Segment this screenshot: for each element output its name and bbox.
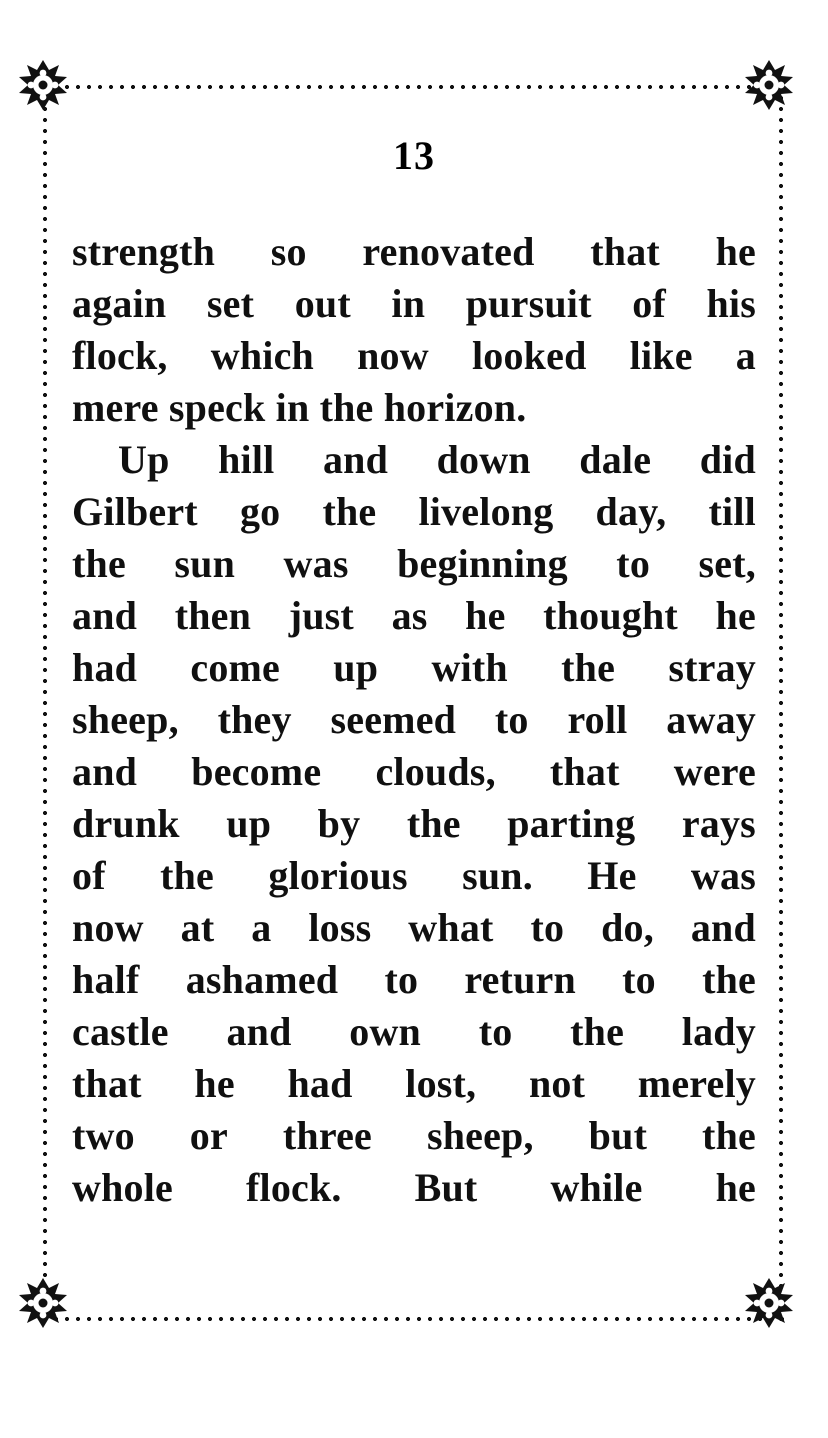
text-word: rays [681,801,756,846]
text-line [72,486,756,538]
border-right-dotted-rule [778,84,784,1322]
text-word: Gilbert [72,489,198,534]
text-word: pursuit [465,281,592,326]
text-word: half [72,957,140,1002]
text-word: drunk [72,801,180,846]
text-word: so [270,229,307,274]
text-word: he [715,593,756,638]
text-line [72,902,756,954]
text-word: was [690,853,756,898]
text-word: up [226,801,272,846]
text-word: were [673,749,756,794]
border-top-dotted-rule [42,84,784,90]
text-word: while [550,1165,643,1210]
text-word: they [217,697,292,742]
text-word: dale [579,437,652,482]
text-word: what [408,905,494,950]
text-word: that [590,229,660,274]
text-line [72,746,756,798]
text-word: parting [507,801,636,846]
text-line [72,590,756,642]
text-word: sun [174,541,236,586]
border-bottom-dotted-rule [42,1316,784,1322]
text-line [72,850,756,902]
text-word: livelong [418,489,554,534]
text-word: and [72,593,138,638]
text-word: he [194,1061,235,1106]
floral-rosette-icon [14,56,72,114]
text-word: and [72,749,138,794]
text-word: had [287,1061,353,1106]
text-word: just [288,593,354,638]
text-word: stray [668,645,756,690]
text-word: up [333,645,379,690]
text-word: the [570,1009,625,1054]
text-word: the [561,645,616,690]
text-word: that [549,749,620,794]
text-word: as [391,593,428,638]
text-word: now [357,333,429,378]
text-word: with [431,645,508,690]
floral-rosette-icon [740,1274,798,1332]
text-word: and [690,905,756,950]
text-word: of [72,853,106,898]
text-word: that [72,1061,142,1106]
text-word: the [702,957,756,1002]
text-line [72,694,756,746]
text-word: a [735,333,756,378]
text-word: was [283,541,349,586]
text-line [72,1110,756,1162]
text-word: but [588,1113,648,1158]
text-word: out [294,281,351,326]
text-word: flock. [245,1165,342,1210]
page-text-body [72,226,756,1214]
text-word: become [191,749,322,794]
text-word: or [189,1113,228,1158]
text-line [72,1058,756,1110]
text-word: hill [218,437,275,482]
text-word: not [528,1061,586,1106]
text-word: return [464,957,576,1002]
text-word: set, [698,541,756,586]
text-word: the [322,489,377,534]
text-word: to [384,957,419,1002]
text-word: ashamed [185,957,339,1002]
text-word: sheep, [426,1113,534,1158]
text-word: But [414,1165,478,1210]
text-word: whole [72,1165,173,1210]
text-line [72,538,756,590]
text-line [72,226,756,278]
text-word: He [587,853,637,898]
text-word: beginning [397,541,568,586]
text-word: merely [637,1061,756,1106]
text-word: and [322,437,389,482]
text-word: he [715,229,756,274]
text-word: looked [471,333,587,378]
text-word: the [406,801,461,846]
text-word: seemed [330,697,457,742]
text-word: to [622,957,656,1002]
text-word: he [465,593,506,638]
text-word: then [174,593,252,638]
text-word: sun. [462,853,533,898]
text-word: loss [308,905,372,950]
text-word: two [72,1113,135,1158]
text-word: castle [72,1009,169,1054]
paragraph [72,434,756,1214]
text-line [72,1006,756,1058]
text-word: again [72,281,167,326]
text-word: of [632,281,666,326]
text-line [72,1162,756,1214]
text-word: to [530,905,565,950]
text-line [72,278,756,330]
floral-rosette-icon [14,1274,72,1332]
page-number: 13 [393,133,435,178]
text-word: did [699,437,756,482]
text-line [72,954,756,1006]
text-word: thought [543,593,678,638]
text-word: a [251,905,272,950]
text-word: Up [118,437,170,482]
text-word: like [629,333,693,378]
text-word: roll [567,697,628,742]
border-left-dotted-rule [42,84,48,1322]
text-line [72,798,756,850]
text-word: do, [601,905,654,950]
text-word: flock, [72,333,168,378]
text-word: to [616,541,651,586]
text-word: the [72,541,126,586]
text-word: by [317,801,361,846]
text-word: down [436,437,531,482]
text-word: set [206,281,255,326]
text-word: day, [595,489,667,534]
text-word: lost, [405,1061,477,1106]
text-word: in [391,281,426,326]
text-word: he [715,1165,756,1210]
text-word: own [349,1009,421,1054]
text-word: now [72,905,144,950]
text-word: the [702,1113,756,1158]
text-word: which [210,333,314,378]
text-line: mere speck in the horizon. [72,385,527,430]
text-word: his [706,281,756,326]
text-word: renovated [362,229,535,274]
text-word: clouds, [375,749,496,794]
text-word: to [494,697,529,742]
text-line [72,642,756,694]
text-word: lady [681,1009,756,1054]
text-line [72,330,756,382]
paragraph [72,226,756,434]
text-word: at [180,905,215,950]
text-word: to [478,1009,513,1054]
text-word: and [226,1009,292,1054]
text-word: glorious [268,853,408,898]
text-word: had [72,645,138,690]
text-word: sheep, [72,697,179,742]
text-word: the [160,853,214,898]
text-line [72,434,756,486]
text-word: away [666,697,756,742]
floral-rosette-icon [740,56,798,114]
text-word: till [708,489,756,534]
text-word: three [282,1113,372,1158]
text-word: go [239,489,281,534]
text-word: come [190,645,281,690]
text-word: strength [72,229,216,274]
